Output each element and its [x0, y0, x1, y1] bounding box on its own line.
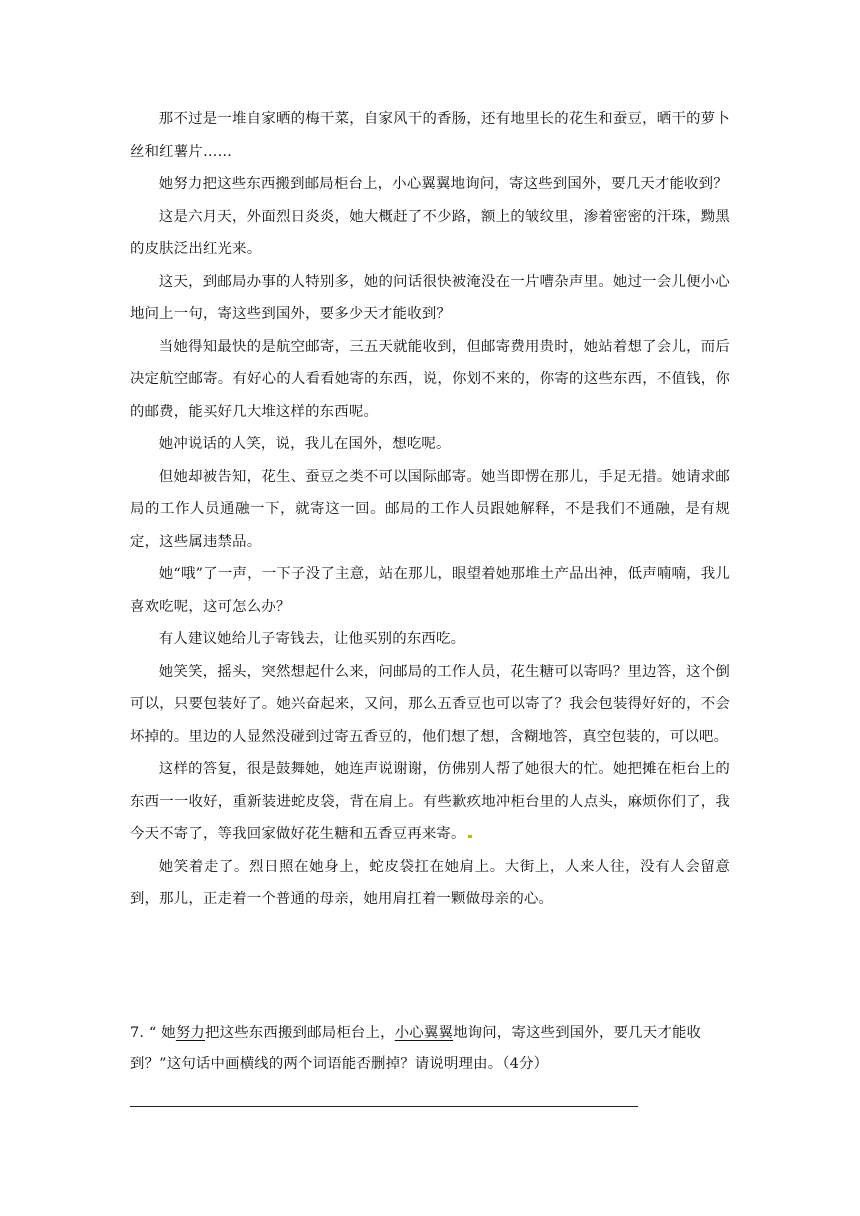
underlined-word-2: 小心翼翼: [394, 1025, 454, 1041]
paragraph-text: 这样的答复，很是鼓舞她，她连声说谢谢，仿佛别人帮了她很大的忙。她把摊在柜台上的东西一一收好，重新装进蛇皮袋，背在肩上。有些歉疚地冲柜台里的人点头，麻烦你们了，我今天不寄了，等我回家做好花生糖和五香豆再来寄。: [130, 761, 730, 842]
paragraph: 但她却被告知，花生、蚕豆之类不可以国际邮寄。她当即愣在那儿，手足无措。她请求邮局的工作人员通融一下，就寄这一回。邮局的工作人员跟她解释，不是我们不通融，是有规定，这些属违禁品。: [130, 468, 730, 550]
yellow-mark: [468, 835, 472, 838]
paragraph: [130, 753, 730, 851]
paragraph: 她努力把这些东西搬到邮局柜台上，小心翼翼地询问，寄这些到国外，要几天才能收到？: [158, 176, 728, 192]
underlined-word-1: 努力: [175, 1025, 206, 1041]
question-suffix: 地询问，寄这些到国外，要几天才能收到？”这句话中画横线的两个词语能否删掉？请说明理由。（4分）: [130, 1025, 702, 1072]
question-7: [130, 1018, 736, 1080]
paragraph: 当她得知最快的是航空邮寄，三五天就能收到，但邮寄费用贵时，她站着想了会儿，而后决定航空邮寄。有好心的人看看她寄的东西，说，你划不来的，你寄的这些东西，不值钱，你的邮费，能买好几大堆这样的东西呢。: [130, 338, 730, 420]
passage: [130, 103, 730, 916]
paragraph: 她笑着走了。烈日照在她身上，蛇皮袋扛在她肩上。大街上，人来人往，没有人会留意到，那儿，正走着一个普通的母亲，她用肩扛着一颗做母亲的心。: [130, 858, 730, 907]
paragraph: 有人建议她给儿子寄钱去，让他买别的东西吃。: [158, 631, 466, 647]
question-middle: 把这些东西搬到邮局柜台上，: [205, 1025, 395, 1041]
paragraph: 她冲说话的人笑，说，我儿在国外，想吃呢。: [158, 436, 451, 452]
answer-line[interactable]: [130, 1106, 638, 1107]
paragraph: 那不过是一堆自家晒的梅干菜，自家风干的香肠，还有地里长的花生和蚕豆，晒干的萝卜丝和红薯片……: [130, 111, 730, 160]
question-prefix: 7. “ 她: [130, 1025, 176, 1041]
paragraph: 这是六月天，外面烈日炎炎，她大概赶了不少路，额上的皱纹里，渗着密密的汗珠，黝黑的皮肤泛出红光来。: [130, 208, 730, 257]
paragraph: 这天，到邮局办事的人特别多，她的问话很快被淹没在一片嘈杂声里。她过一会儿便小心地问上一句，寄这些到国外，要多少天才能收到？: [130, 273, 730, 322]
paragraph: 她笑笑，摇头，突然想起什么来，问邮局的工作人员，花生糖可以寄吗？里边答，这个倒可以，只要包装好了。她兴奋起来，又问，那么五香豆也可以寄了？我会包装得好好的，不会坏掉的。里边的人显然没碰到过寄五香豆的，他们想了想，含糊地答，真空包装的，可以吧。: [130, 663, 730, 745]
paragraph: 她“哦”了一声，一下子没了主意，站在那儿，眼望着她那堆土产品出神，低声喃喃，我儿喜欢吃呢，这可怎么办？: [130, 566, 730, 615]
